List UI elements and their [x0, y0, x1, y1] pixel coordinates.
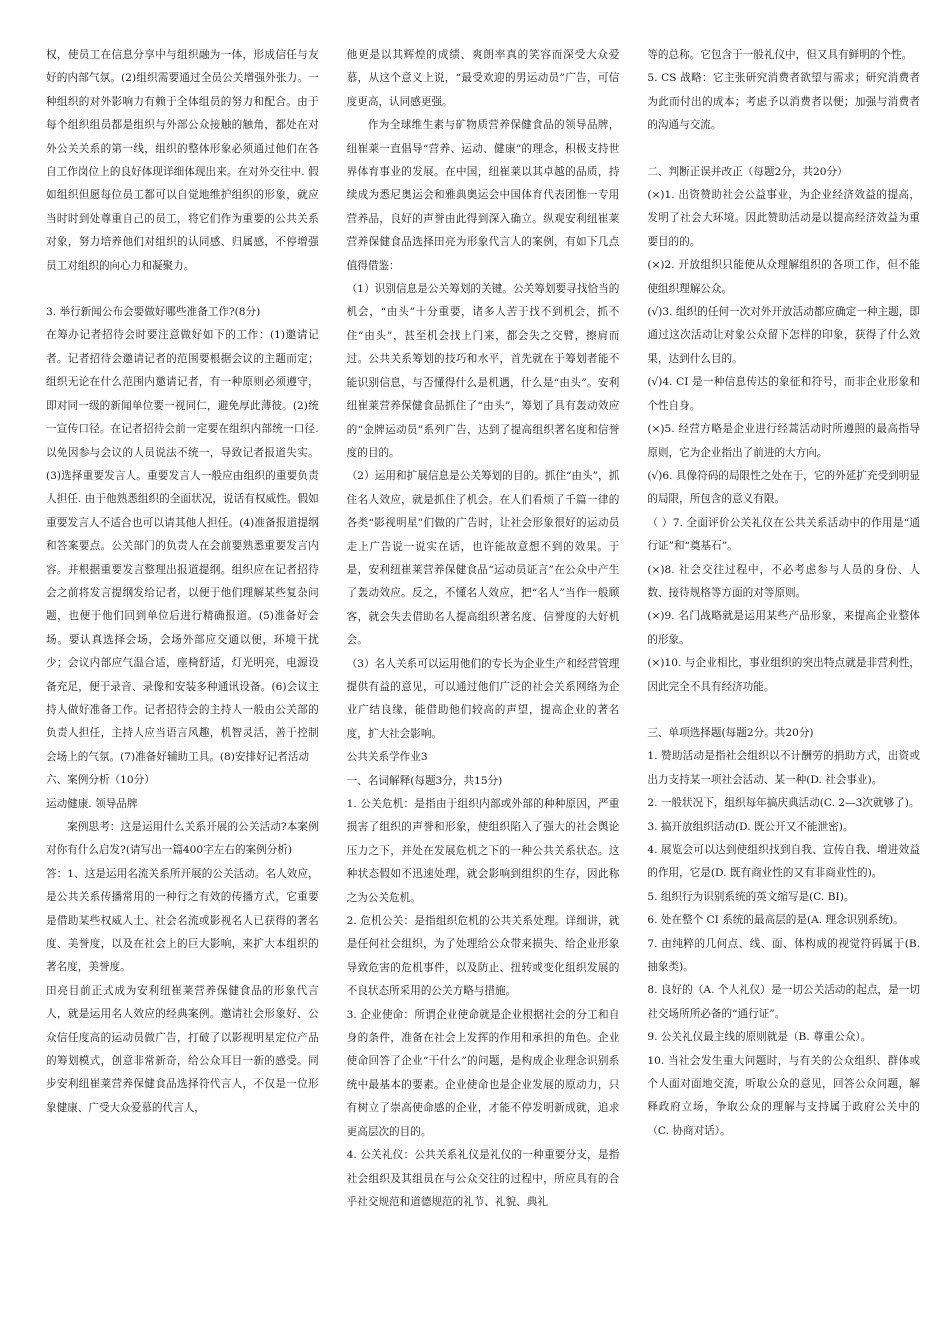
case-question: 案例思考：这是运用什么关系开展的公关活动?本案例对你有什么启发?(请写出一篇400字左右的案例分析)	[46, 821, 319, 857]
paragraph: （3）名人关系可以运用他们的专长为企业生产和经营管理提供有益的意见，可以通过他们广泛的社会关系网络为企业广结良缘，能借助他们较高的声望，提高企业的著名度，扩大社会影响。	[346, 657, 620, 740]
judgement-item: (√)3. 组织的任何一次对外开放活动都应确定一种主题，即通过这次活动让对象公众留下怎样的印象，获得了什么效果，达到什么目的。	[647, 306, 921, 365]
choice-item: 10. 当社会发生重大问题时，与有关的公众组织、群体或个人面对面地交流，听取公众的意见，回答公众问题，解释政府立场，争取公众的理解与支持属于政府公关中的（C. 协商对话）。	[647, 1054, 921, 1137]
judgement-item: (×)8. 社会交往过程中，不必考虑参与人员的身份、人数、接待规格等方面的对等原则。	[647, 563, 921, 599]
column-2	[347, 44, 620, 1314]
choice-item: 8. 良好的（A. 个人礼仪）是一切公关活动的起点，是一切社交场所所必备的“通行证”。	[647, 984, 921, 1020]
term-definition: 1. 公关危机：是指由于组织内部或外部的种种原因，严重损害了组织的声誉和形象，使组织陷入了强大的社会舆论压力之下，并处在发展危机之下的一种公共关系状态。这种状态假如不迅速处理，就会影响到组织的生存，因此称之为公关危机。	[346, 798, 620, 904]
choice-item: 6. 处在整个 CI 系统的最高层的是(A. 理念识别系统)。	[647, 914, 904, 927]
term-definition: 5. CS 战略：它主张研究消费者欲望与需求；研究消费者为此而付出的成本；考虑予以消费者以便；加强与消费者的沟通与交流。	[647, 72, 921, 132]
paragraph: 权，使员工在信息分享中与组织融为一体，形成信任与友好的内部气氛。(2)组织需要通过全员公关增强外张力。一种组织的对外影响力有赖于全体组员的努力和配合。由于每个组织组员都是组织与外部公众接触的触角，都处在对外公关关系的第一线，组织的整体形象必须通过他们在各自工作岗位上的良好体现详细体现出来。在对外交往中. 假如组织但愿每位员工都可以自觉地维护组织的形象，就应当时时到处尊重自己的员工，将它们作为重要的公共关系对象，努力培养他们对组织的认同感、归属感，不停增强员工对组织的向心力和凝聚力。	[46, 49, 319, 272]
judgement-item: (×)2. 开放组织只能使从众理解组织的各项工作，但不能使组织理解公众。	[647, 259, 921, 295]
choice-item: 9. 公关礼仪最主线的原则就是（B. 尊重公众）。	[647, 1031, 872, 1044]
paragraph: （2）运用和扩展信息是公关筹划的目的。抓住“由头”，抓住名人效应，就是抓住了机会。在人们看烦了千篇一律的各类“影视明星”们做的广告时，让社会形象很好的运动员走上广告说一说实在话，也许能故意想不到的效果。于是，安利纽崔莱营养保健食品“运动员证言”在公众中产生了轰动效应。反之，不懂名人效应，把“名人”当作一般顾客，就会失去借助名人提高组织著名度、信誉度的大好机会。	[346, 470, 620, 647]
judgement-item: (×)9. 名门战略就是运用某些产品形象，来提高企业整体的形象。	[647, 610, 921, 646]
judgement-item: (×)10. 与企业相比，事业组织的突出特点就是非营利性，因此完全不具有经济功能。	[647, 657, 921, 693]
section-6-heading: 六、案例分析（10分）	[46, 774, 155, 787]
choice-item: 1. 赞助活动是指社会组织以不计酬劳的捐助方式，出资或出力支持某一项社会活动、某一种(D. 社会事业)。	[647, 750, 921, 786]
case-title: 运动健康. 领导品牌	[46, 797, 138, 810]
section-1-heading: 一、名词解释(每题3分，共15分)	[346, 774, 503, 787]
column-3	[647, 44, 920, 1314]
choice-item: 3. 搞开放组织活动(D. 既公开又不能泄密)。	[647, 820, 854, 833]
paragraph: 在筹办记者招待会时要注意做好如下的工作：(1)邀请记者。记者招待会邀请记者的范围要根据会议的主题而定；组织无论在什么范围内邀请记者，有一种原则必须遵守，即对同一级的新闻单位要一视同仁，避免厚此薄彼。(2)统一宣传口径。在记者招待会前一定要在组织内部统一口径. 以免因参与会议的人员说法不统一，导致记者报道失实。(3)选择重要发言人。重要发言人一般应由组织的重要负责人担任. 由于他熟悉组织的全面状况，说话有权威性。假如重要发言人不适合也可以请其他人担任。(4)准备报道提纲和答案要点。公关部门的负责人在会前要熟悉重要发言内容。并根据重要发言整理出报道提纲。组织应在记者招待会之前将发言提纲发给记者，以便于他们理解某些复杂问题，也便于他们回到单位后进行精确报道。(5)准备好会场。要认真选择会场，会场外部应交通以便，环境干扰少；会议内部应气温合适，座椅舒适，灯光明亮，电源设备充足，便于录音、录像和安装多种通讯设备。(6)会议主持人做好准备工作。记者招待会的主持人一般由公关部的负责人担任，主持人应当语言风趣，机智灵活，善于控制会场上的气氛。(7)准备好辅助工具。(8)安排好记者活动	[46, 329, 319, 763]
paragraph: 等的总称。它包含于一般礼仪中，但又具有鲜明的个性。	[647, 49, 913, 61]
term-definition: 2. 危机公关：是指组织危机的公共关系处理。详细讲，就是任何社会组织，为了处理给公众带来损失、给企业形象导致危害的危机事件，以及防止、扭转或变化组织发展的不良状态所采用的公关方略与措施。	[346, 915, 620, 998]
choice-item: 7. 由纯粹的几何点、线、面、体构成的视觉符码属于(B. 抽象类)。	[647, 937, 921, 974]
section-3-heading: 三、单项选择题(每题2分。共20分)	[647, 726, 814, 739]
judgement-item: (√)4. CI 是一种信息传达的象征和符号，而非企业形象和个性自身。	[647, 376, 921, 412]
term-definition: 4. 公关礼仪：公共关系礼仪是礼仪的一种重要分支，是指社会组织及其组员在与公众交往的过程中，所应具有的合乎社交规范和道德规范的礼节、礼貌、典礼	[346, 1149, 620, 1208]
choice-item: 4. 展览会可以达到使组织找到自我、宣传自我、增进效益的作用，它是(D. 既有商业性的又有非商业性的)。	[647, 844, 921, 880]
judgement-item: （ ）7. 全面评价公关礼仪在公共关系活动中的作用是“通行证”和“奠基石”。	[647, 516, 921, 553]
question-3-heading: 3. 举行新闻公布会要做好哪些准备工作?(8分)	[46, 306, 261, 319]
judgement-item: (×)5. 经营方略是企业进行经蒿活动时所遵照的最高指导原则，它为企业指出了前进的大方向。	[647, 423, 921, 459]
section-2-heading: 二、判断正误并改正（每题2分，共20分）	[647, 165, 848, 178]
term-definition: 3. 企业使命：所谓企业使命就是企业根据社会的分工和自身的条件，准备在社会上发挥的作用和承担的角色。企业使命回答了企业“干什么”的问题，是构成企业理念识别系统中最基本的要素。企业使命也是企业发展的原动力，只有树立了崇高使命感的企业，才能不停发明新成就，追求更高层次的目的。	[346, 1008, 620, 1138]
paragraph: 田亮目前正式成为安利纽崔莱营养保健食品的形象代言人，就是运用名人效应的经典案例。邀请社会形象好、公众信任度高的运动员做广告，打破了以影视明星定位产品的筹划模式，创意非常新奇，给公众耳目一新的感受。同步安利纽崔莱营养保健食品选择符代言人，不仅是一位形象健康、广受大众爱慕的代言人，	[46, 984, 319, 1114]
paragraph: 作为全球维生素与矿物质营养保健食品的领导品牌，纽崔莱一直倡导“营养、运动、健康”的理念，积极支持世界体育事业的发展。在中国，纽崔莱以其卓越的品质，持续成为悉尼奥运会和雅典奥运会中国体育代表团惟一专用营养品，良好的声誉由此得到深入确立。纵观安利纽崔莱营养保健食品选择田亮为形象代言人的案例，有如下几点值得借鉴：	[346, 119, 620, 272]
paragraph: 他更是以其辉煌的成绩、爽朗率真的笑容而深受大众爱慕，从这个意义上说，“最受欢迎的男运动员”广告，可信度更高，认同感更强。	[346, 49, 620, 108]
column-1	[46, 44, 319, 1314]
paragraph: （1）识别信息是公关筹划的关键。公关筹划要寻找恰当的机会，“由头”十分重要，诸多人苦于找不到机会，抓不住“由头”，甚至机会找上门来，都会失之交臂，擦肩而过。公共关系筹划的技巧和水平，首先就在于筹划者能不能识别信息，与否懂得什么是机遇，什么是“由头”。安利纽崔莱营养保健食品抓住了“由头”，筹划了具有轰动效应的“金牌运动员”系列广告，达到了提高组织著名度和信誉度的目的。	[346, 283, 620, 459]
answer-paragraph: 答：1、这是运用名流关系所开展的公关活动。名人效应，是公共关系传播常用的一种行之有效的传播方式，它重要是借助某些权威人士、社会名流或影视名人已获得的著名度、美誉度，以及在社会上的巨大影响，来扩大本组织的著名度，美誉度。	[46, 867, 319, 974]
choice-item: 2. 一般状况下，组织每年搞庆典活动(C. 2—3次就够了)。	[647, 797, 920, 810]
judgement-item: (×)1. 出资赞助社会公益事业，为企业经济效益的提高，发明了社会大环境。因此赞助活动是以提高经济效益为重要目的的。	[647, 189, 921, 248]
choice-item: 5. 组织行为识别系统的英文缩写是(C. BI)。	[647, 890, 855, 903]
judgement-item: (√)6. 具像符码的局限性之处在于，它的外延扩充受到明显的局限，所包含的意义有限。	[647, 469, 921, 506]
assignment-title: 公共关系学作业3	[346, 751, 428, 764]
